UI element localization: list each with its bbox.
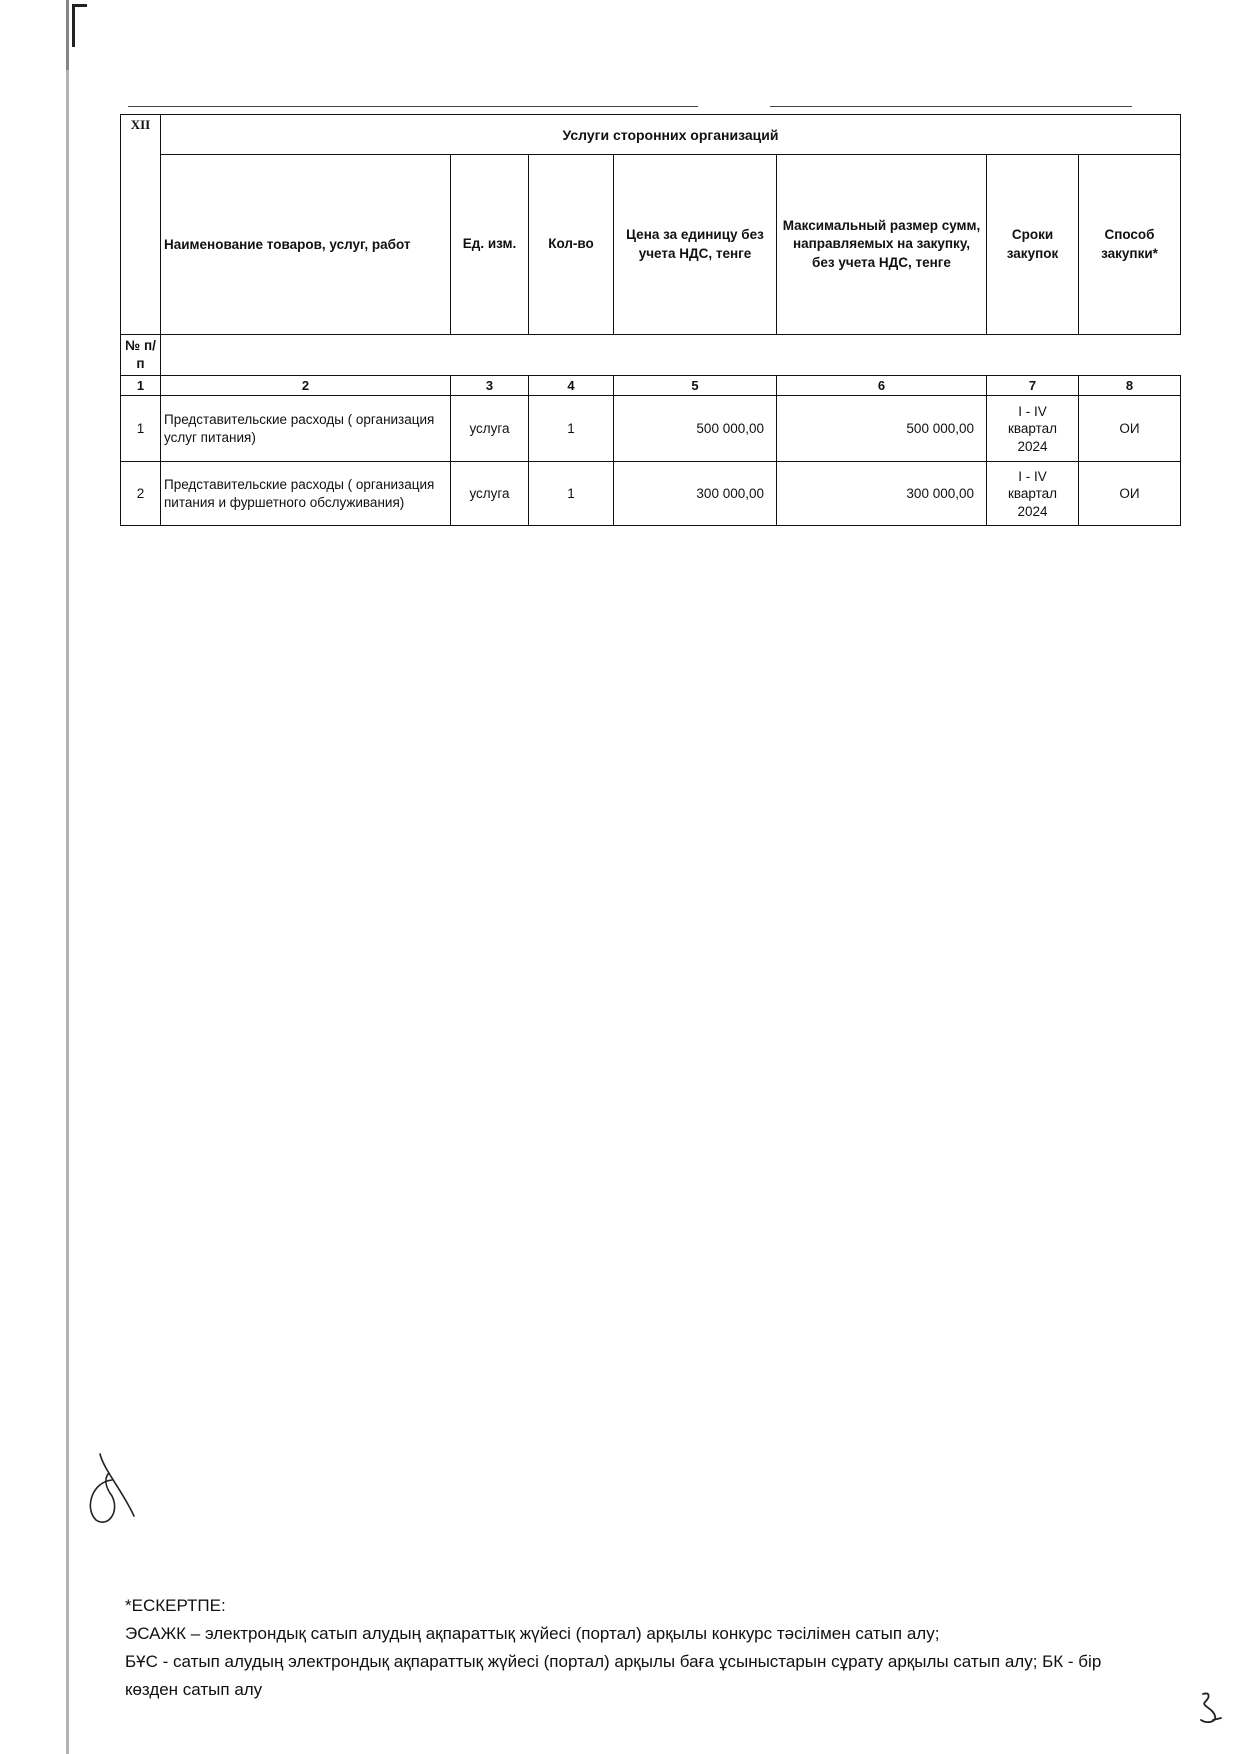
header-period: Сроки закупок [987,155,1079,335]
header-method: Способ закупки* [1079,155,1181,335]
procurement-table [120,114,1181,526]
header-no: № п/п [121,335,161,376]
row-period-line1: I - IV [1018,468,1047,484]
column-number: 7 [987,376,1079,396]
row-period-line2: квартал [1007,486,1058,502]
scan-corner-mark [72,4,87,47]
header-row [121,155,1181,335]
row-unit: услуга [451,462,529,526]
column-number: 3 [451,376,529,396]
column-number: 5 [614,376,777,396]
row-number: 1 [121,396,161,462]
row-period-line3: 2024 [1017,503,1048,519]
row-max-sum: 300 000,00 [777,462,987,526]
row-unit: услуга [451,396,529,462]
row-period [987,462,1079,526]
section-number: XII [121,115,161,335]
column-number-row [121,376,1181,396]
column-number: 4 [529,376,614,396]
header-qty: Кол-во [529,155,614,335]
row-name: Представительские расходы ( организация услуг питания) [161,396,451,462]
column-number: 1 [121,376,161,396]
column-number: 2 [161,376,451,396]
handwritten-page-mark-icon [1195,1690,1225,1726]
column-number: 6 [777,376,987,396]
row-period-line2: квартал [1007,421,1058,437]
row-period [987,396,1079,462]
handwritten-signature-icon [82,1450,142,1530]
row-qty: 1 [529,396,614,462]
footnote-heading: *ЕСКЕРТПЕ: [125,1596,226,1615]
row-qty: 1 [529,462,614,526]
row-name: Представительские расходы ( организация питания и фуршетного обслуживания) [161,462,451,526]
footnote-line-bus-bk: БҰС - сатып алудың электрондық ақпараттық жүйесі (портал) арқылы баға ұсыныстарын сұрату арқылы сатып алу; БК - бір көзден сатып алу [125,1652,1102,1699]
header-max-sum: Максимальный размер сумм, направляемых на закупку, без учета НДС, тенге [777,155,987,335]
row-period-line3: 2024 [1017,438,1048,454]
top-rule-left [128,106,698,107]
footnote-line-esazhk: ЭСАЖК – электрондық сатып алудың ақпараттық жүйесі (портал) арқылы конкурс тәсілімен сатып алу; [125,1624,940,1643]
header-name: Наименование товаров, услуг, работ [161,155,451,335]
footnote [125,1592,1145,1704]
row-method: ОИ [1079,396,1181,462]
header-row-no [121,335,1181,376]
top-rule-right [770,106,1132,107]
row-price: 300 000,00 [614,462,777,526]
section-title: Услуги сторонних организаций [161,115,1181,155]
row-period-line1: I - IV [1018,403,1047,419]
table-row [121,462,1181,526]
header-unit: Ед. изм. [451,155,529,335]
column-number: 8 [1079,376,1181,396]
table-row [121,396,1181,462]
row-price: 500 000,00 [614,396,777,462]
header-price: Цена за единицу без учета НДС, тенге [614,155,777,335]
row-method: ОИ [1079,462,1181,526]
scan-left-edge [66,0,69,1754]
row-number: 2 [121,462,161,526]
row-max-sum: 500 000,00 [777,396,987,462]
section-row [121,115,1181,155]
